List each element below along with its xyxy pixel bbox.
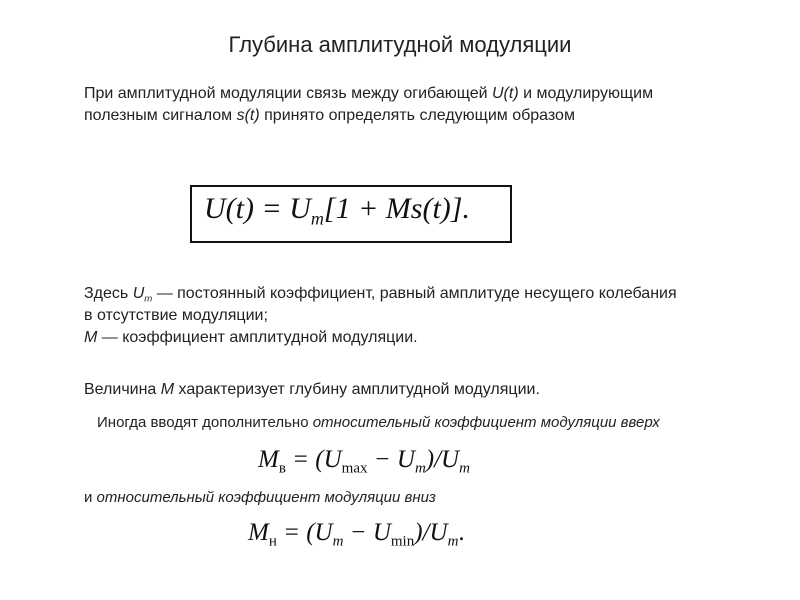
intro-text-c: принято определять следующим образом <box>259 107 575 124</box>
upward-text-a: Иногда вводят дополнительно <box>97 414 313 431</box>
downward-italic: относительный коэффициент модуляции вниз <box>96 489 436 506</box>
main-formula-box <box>190 185 512 243</box>
explanation-paragraph <box>84 283 684 349</box>
down-minus: − U <box>343 519 391 546</box>
intro-var-ut: U(t) <box>492 85 519 102</box>
down-eq: = (U <box>276 519 333 546</box>
main-formula-rhs: [1 + Ms(t)]. <box>323 192 470 225</box>
up-m-sub2: m <box>414 460 426 477</box>
upward-formula <box>258 446 470 477</box>
down-m-sub2: m <box>332 533 344 550</box>
up-eq: = (U <box>285 446 342 473</box>
upward-italic: относительный коэффициент модуляции вверх <box>312 414 660 431</box>
down-tail: )/U <box>414 519 448 546</box>
intro-text-a: При амплитудной модуляции связь между огибающей <box>84 85 492 102</box>
downward-formula <box>248 519 465 550</box>
depth-text-b: характеризует глубину амплитудной модуляции. <box>174 381 540 398</box>
intro-text-b: и модулирующим полезным сигналом <box>84 85 654 124</box>
up-m-sub3: m <box>459 460 470 477</box>
explanation-sub-m: m <box>144 293 153 305</box>
explanation-text-2: — коэффициент амплитудной модуляции. <box>97 329 418 346</box>
intro-paragraph <box>84 83 724 127</box>
main-formula <box>204 192 470 229</box>
depth-paragraph <box>84 379 724 401</box>
down-dot: . <box>458 519 465 546</box>
explanation-here: Здесь <box>84 285 133 302</box>
up-m-sub: в <box>278 460 286 477</box>
downward-text-a: и <box>84 489 97 506</box>
main-formula-sub-m: m <box>310 208 324 229</box>
up-max-sub: max <box>341 460 368 477</box>
explanation-text-1: — постоянный коэффициент, равный амплитуде несущего колебания в отсутствие модуляции; <box>84 285 677 324</box>
down-m-sub3: m <box>447 533 459 550</box>
explanation-var-m: M <box>84 329 98 346</box>
up-minus: − U <box>367 446 415 473</box>
page-title: Глубина амплитудной модуляции <box>228 32 572 57</box>
main-formula-lhs: U(t) = U <box>204 192 311 225</box>
intro-var-st: s(t) <box>236 107 260 124</box>
depth-var-m: M <box>160 381 175 398</box>
downward-paragraph <box>84 487 704 509</box>
down-min-sub: min <box>390 533 415 550</box>
upward-paragraph <box>97 412 717 434</box>
down-m-sub: н <box>268 533 277 550</box>
down-m: M <box>248 519 269 546</box>
explanation-var-u: U <box>132 285 145 302</box>
up-tail: )/U <box>425 446 460 473</box>
up-m: M <box>258 446 279 473</box>
depth-text-a: Величина <box>84 381 161 398</box>
